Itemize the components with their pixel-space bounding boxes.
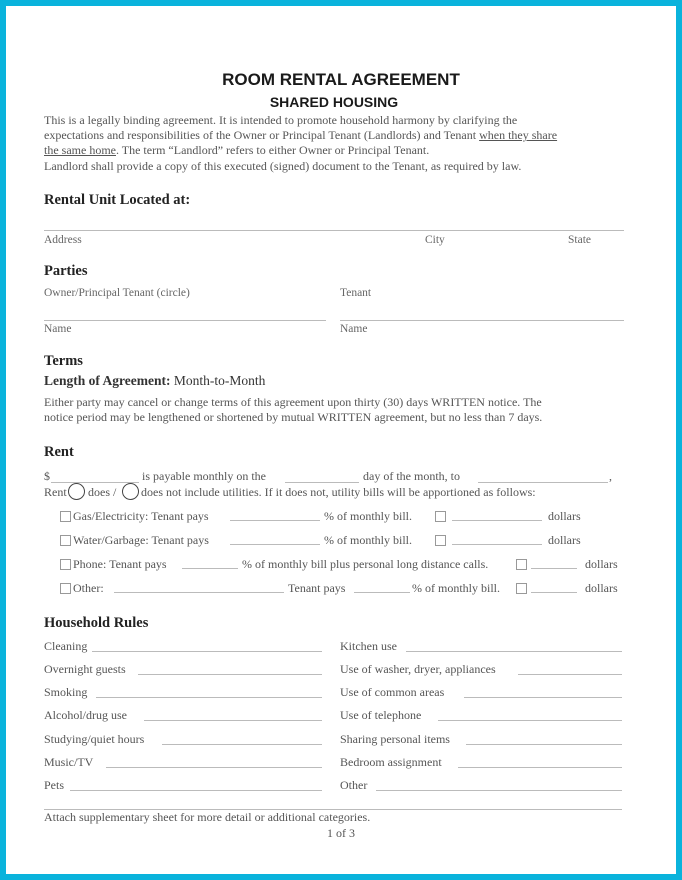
household-rules-heading: Household Rules: [44, 615, 149, 631]
terms-text-2: notice period may be lengthened or shortened by mutual WRITTEN agreement, but no less than 7 days.: [44, 410, 543, 424]
water-dollars-line[interactable]: [452, 544, 542, 545]
document-title: ROOM RENTAL AGREEMENT: [222, 70, 460, 89]
phone-pct-text: % of monthly bill plus personal long distance calls.: [242, 557, 489, 571]
rule-left-3: Alcohol/drug use: [44, 708, 127, 722]
intro-line-4: Landlord shall provide a copy of this executed (signed) document to the Tenant, as required by law.: [44, 159, 522, 173]
other-dollars-line[interactable]: [531, 592, 577, 593]
rule-right-4: Sharing personal items: [340, 732, 450, 746]
water-dollars-checkbox[interactable]: [435, 535, 446, 546]
day-text: day of the month, to: [363, 469, 460, 483]
other-dollars-checkbox[interactable]: [516, 583, 527, 594]
rule-right-3: Use of telephone: [340, 708, 422, 722]
rule-left-2: Smoking: [44, 685, 88, 699]
other-tenant-pays: Tenant pays: [288, 581, 346, 595]
rule-left-1: Overnight guests: [44, 662, 126, 676]
address-field-line[interactable]: [44, 230, 624, 231]
water-pct-text: % of monthly bill.: [324, 533, 412, 547]
address-label: Address: [44, 234, 82, 246]
gas-checkbox[interactable]: [60, 511, 71, 522]
rule-left-5-line[interactable]: [106, 767, 322, 768]
rule-right-2-line[interactable]: [464, 697, 622, 698]
city-label: City: [425, 234, 445, 246]
rule-left-2-line[interactable]: [96, 697, 322, 698]
intro-line-2: expectations and responsibilities of the Owner or Principal Tenant (Landlords) and Tenant when they share: [44, 128, 558, 142]
phone-dollars-label: dollars: [585, 557, 618, 571]
tenant-label: Tenant: [340, 287, 372, 299]
other-checkbox[interactable]: [60, 583, 71, 594]
other-pct-line[interactable]: [354, 592, 410, 593]
rule-right-0: Kitchen use: [340, 639, 397, 653]
other-label: Other:: [73, 581, 104, 595]
water-label: Water/Garbage: Tenant pays: [73, 533, 209, 547]
gas-dollars-label: dollars: [548, 509, 581, 523]
gas-label: Gas/Electricity: Tenant pays: [73, 509, 209, 523]
rule-left-0-line[interactable]: [92, 651, 322, 652]
other-pct-text: % of monthly bill.: [412, 581, 500, 595]
rent-payee-line[interactable]: [478, 482, 608, 483]
rule-right-0-line[interactable]: [406, 651, 622, 652]
gas-dollars-line[interactable]: [452, 520, 542, 521]
rule-right-5: Bedroom assignment: [340, 755, 442, 769]
owner-label: Owner/Principal Tenant (circle): [44, 287, 190, 299]
rent-comma: ,: [609, 469, 612, 483]
dollar-sign: $: [44, 469, 50, 483]
rule-left-4: Studying/quiet hours: [44, 732, 145, 746]
does-circle[interactable]: [68, 483, 85, 500]
intro-line-3: the same home. The term “Landlord” refers to either Owner or Principal Tenant.: [44, 143, 430, 157]
rent-word: Rent: [44, 485, 67, 499]
tenant-name-line[interactable]: [340, 320, 624, 321]
rule-right-4-line[interactable]: [466, 744, 622, 745]
gas-dollars-checkbox[interactable]: [435, 511, 446, 522]
phone-dollars-line[interactable]: [531, 568, 577, 569]
gas-pct-line[interactable]: [230, 520, 320, 521]
owner-name-line[interactable]: [44, 320, 326, 321]
rental-unit-heading: Rental Unit Located at:: [44, 192, 191, 208]
phone-pct-line[interactable]: [182, 568, 238, 569]
rule-left-1-line[interactable]: [138, 674, 322, 675]
rule-right-1: Use of washer, dryer, appliances: [340, 662, 496, 676]
intro-line-1: This is a legally binding agreement. It is intended to promote household harmony by clarifying the: [44, 113, 518, 127]
rule-left-0: Cleaning: [44, 639, 88, 653]
rule-left-4-line[interactable]: [162, 744, 322, 745]
length-of-agreement: Length of Agreement: Month-to-Month: [44, 373, 266, 388]
other-dollars-label: dollars: [585, 581, 618, 595]
tenant-name-label: Name: [340, 323, 368, 335]
phone-dollars-checkbox[interactable]: [516, 559, 527, 570]
rule-left-6: Pets: [44, 778, 65, 792]
rent-day-line[interactable]: [285, 482, 359, 483]
rule-left-5: Music/TV: [44, 755, 94, 769]
rule-right-6: Other: [340, 778, 368, 792]
rule-right-2: Use of common areas: [340, 685, 445, 699]
other-desc-line[interactable]: [114, 592, 284, 593]
parties-heading: Parties: [44, 263, 88, 279]
owner-name-label: Name: [44, 323, 72, 335]
terms-text-1: Either party may cancel or change terms of this agreement upon thirty (30) days WRITTEN notice. The: [44, 395, 542, 409]
rule-right-3-line[interactable]: [438, 720, 622, 721]
document-page: [6, 6, 676, 874]
phone-label: Phone: Tenant pays: [73, 557, 167, 571]
does-label: does /: [88, 485, 117, 499]
rule-left-6-line[interactable]: [70, 790, 322, 791]
rule-right-1-line[interactable]: [518, 674, 622, 675]
terms-heading: Terms: [44, 353, 83, 369]
rent-heading: Rent: [44, 444, 74, 460]
rule-left-3-line[interactable]: [144, 720, 322, 721]
page-number: 1 of 3: [327, 826, 355, 840]
state-label: State: [568, 234, 591, 246]
rule-right-6-line[interactable]: [376, 790, 622, 791]
gas-pct-text: % of monthly bill.: [324, 509, 412, 523]
payable-text: is payable monthly on the: [142, 469, 266, 483]
rent-amount-line[interactable]: [51, 482, 139, 483]
water-dollars-label: dollars: [548, 533, 581, 547]
water-checkbox[interactable]: [60, 535, 71, 546]
phone-checkbox[interactable]: [60, 559, 71, 570]
does-not-text: does not include utilities. If it does not, utility bills will be apportioned as follows:: [141, 485, 536, 499]
document-subtitle: SHARED HOUSING: [269, 94, 399, 110]
does-not-circle[interactable]: [122, 483, 139, 500]
rule-right-5-line[interactable]: [458, 767, 622, 768]
water-pct-line[interactable]: [230, 544, 320, 545]
attach-note: Attach supplementary sheet for more detail or additional categories.: [44, 810, 371, 824]
